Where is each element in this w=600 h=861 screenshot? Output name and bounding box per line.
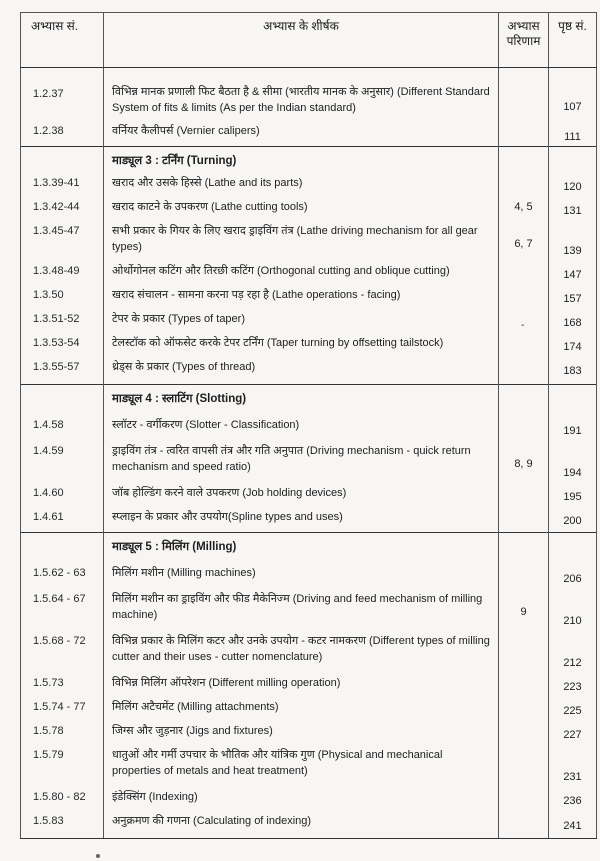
page-number: 225 <box>549 696 597 720</box>
exercise-number: 1.4.61 <box>21 506 104 532</box>
exercise-title: विभिन्न मिलिंग ऑपरेशन (Different milling operation) <box>104 672 499 696</box>
table-row <box>21 630 597 672</box>
exercise-title: विभिन्न मानक प्रणाली फिट बैठता है & सीमा (भारतीय मानक के अनुसार) (Different Standard System of fits & limits (As per the Indian standard) <box>104 68 499 117</box>
exercise-number: 1.3.39-41 <box>21 172 104 196</box>
contents-table <box>20 12 597 839</box>
exercise-title: ड्राइविंग तंत्र - त्वरित वापसी तंत्र और गति अनुपात (Driving mechanism - quick return mechanism and speed ratio) <box>104 440 499 482</box>
exercise-number: 1.5.78 <box>21 720 104 744</box>
exercise-number: 1.4.59 <box>21 440 104 482</box>
exercise-result <box>499 810 549 838</box>
print-speck <box>96 854 100 858</box>
exercise-title: सभी प्रकार के गियर के लिए खराद ड्राइविंग तंत्र (Lathe driving mechanism for all gear types) <box>104 220 499 260</box>
page-number: 241 <box>549 810 597 838</box>
exercise-result <box>499 558 549 588</box>
exercise-number: 1.5.79 <box>21 744 104 786</box>
exercise-result: 6, 7 <box>499 220 549 260</box>
table-row <box>21 506 597 532</box>
module-title: माड्यूल 4 : स्लाटिंग (Slotting) <box>104 384 499 410</box>
table-row <box>21 786 597 810</box>
page-number: 231 <box>549 744 597 786</box>
exercise-number: 1.4.58 <box>21 410 104 440</box>
module-heading-row <box>21 532 597 558</box>
exercise-number: 1.3.51-52 <box>21 308 104 332</box>
exercise-result <box>499 284 549 308</box>
page-number: 236 <box>549 786 597 810</box>
exercise-title: मिलिंग मशीन (Milling machines) <box>104 558 499 588</box>
page-number: 157 <box>549 284 597 308</box>
header-exercise-result: अभ्यास परिणाम <box>499 13 549 68</box>
exercise-title: जॉब होल्डिंग करने वाले उपकरण (Job holding devices) <box>104 482 499 506</box>
page-number: 183 <box>549 356 597 384</box>
page-number: 223 <box>549 672 597 696</box>
module-title: माड्यूल 5 : मिलिंग (Milling) <box>104 532 499 558</box>
exercise-number: 1.2.38 <box>21 116 104 146</box>
exercise-result <box>499 116 549 146</box>
table-row <box>21 410 597 440</box>
page-number: 131 <box>549 196 597 220</box>
header-page-number: पृष्ठ सं. <box>549 13 597 68</box>
exercise-title: धातुओं और गर्मी उपचार के भौतिक और यांत्रिक गुण (Physical and mechanical properties of metals and heat treatment) <box>104 744 499 786</box>
page-number: 147 <box>549 260 597 284</box>
exercise-title: विभिन्न प्रकार के मिलिंग कटर और उनके उपयोग - कटर नामकरण (Different types of milling cutter and their uses - cutter nomenclature) <box>104 630 499 672</box>
exercise-result <box>499 410 549 440</box>
exercise-number: 1.5.62 - 63 <box>21 558 104 588</box>
exercise-number: 1.5.74 - 77 <box>21 696 104 720</box>
table-row <box>21 172 597 196</box>
exercise-result <box>499 260 549 284</box>
exercise-result <box>499 506 549 532</box>
header-exercise-number: अभ्यास सं. <box>21 13 104 68</box>
page-number: 212 <box>549 630 597 672</box>
exercise-number: 1.4.60 <box>21 482 104 506</box>
table-row <box>21 744 597 786</box>
exercise-title: खराद और उसके हिस्से (Lathe and its parts) <box>104 172 499 196</box>
table-header <box>21 13 597 68</box>
exercise-result <box>499 672 549 696</box>
exercise-title: इंडेक्सिंग (Indexing) <box>104 786 499 810</box>
page-number: 194 <box>549 440 597 482</box>
exercise-result <box>499 320 549 356</box>
exercise-result: 8, 9 <box>499 440 549 482</box>
table-row <box>21 332 597 356</box>
exercise-title: जिग्स और जुड़नार (Jigs and fixtures) <box>104 720 499 744</box>
table-row <box>21 220 597 260</box>
table-row <box>21 196 597 220</box>
exercise-title: खराद संचालन - सामना करना पड़ रहा है (Lathe operations - facing) <box>104 284 499 308</box>
page-number: 191 <box>549 410 597 440</box>
page-number: 227 <box>549 720 597 744</box>
page-number: 206 <box>549 558 597 588</box>
exercise-number: 1.5.83 <box>21 810 104 838</box>
exercise-number: 1.5.80 - 82 <box>21 786 104 810</box>
page-number: 111 <box>549 116 597 146</box>
exercise-title: मिलिंग मशीन का ड्राइविंग और फीड मैकेनिज्म (Driving and feed mechanism of milling machine) <box>104 588 499 630</box>
header-exercise-title: अभ्यास के शीर्षक <box>104 13 499 68</box>
page-number: 168 <box>549 308 597 332</box>
exercise-result <box>499 356 549 384</box>
exercise-result <box>499 482 549 506</box>
table-row <box>21 482 597 506</box>
table-row <box>21 260 597 284</box>
exercise-result <box>499 786 549 810</box>
page-number: 139 <box>549 220 597 260</box>
table-row <box>21 588 597 630</box>
page-number: 195 <box>549 482 597 506</box>
exercise-number: 1.5.64 - 67 <box>21 588 104 630</box>
table-row <box>21 284 597 308</box>
exercise-title: वर्नियर कैलीपर्स (Vernier calipers) <box>104 116 499 146</box>
table-row <box>21 440 597 482</box>
table-row <box>21 68 597 117</box>
table-row <box>21 696 597 720</box>
exercise-result <box>499 630 549 672</box>
exercise-title: टेपर के प्रकार (Types of taper) <box>104 308 499 332</box>
page-number: 120 <box>549 172 597 196</box>
table-row <box>21 558 597 588</box>
exercise-title: थ्रेड्स के प्रकार (Types of thread) <box>104 356 499 384</box>
exercise-title: अनुक्रमण की गणना (Calculating of indexing) <box>104 810 499 838</box>
exercise-number: 1.2.37 <box>21 68 104 117</box>
exercise-title: खराद काटने के उपकरण (Lathe cutting tools) <box>104 196 499 220</box>
page-number: 200 <box>549 506 597 532</box>
exercise-number: 1.3.42-44 <box>21 196 104 220</box>
exercise-result <box>499 172 549 196</box>
exercise-title: टेलस्टॉक को ऑफसेट करके टेपर टर्निंग (Taper turning by offsetting tailstock) <box>104 332 499 356</box>
exercise-title: ओर्थोगोनल कटिंग और तिरछी कटिंग (Orthogonal cutting and oblique cutting) <box>104 260 499 284</box>
exercise-number: 1.3.50 <box>21 284 104 308</box>
table-row <box>21 672 597 696</box>
page-number: 210 <box>549 588 597 630</box>
exercise-number: 1.3.55-57 <box>21 356 104 384</box>
table-row <box>21 308 597 332</box>
exercise-result: 9 <box>499 588 549 630</box>
exercise-result: 4, 5 <box>499 196 549 220</box>
exercise-result <box>499 696 549 720</box>
table-row <box>21 720 597 744</box>
exercise-number: 1.3.53-54 <box>21 332 104 356</box>
stray-dash: - <box>521 320 525 331</box>
table-row <box>21 356 597 384</box>
exercise-number: 1.3.45-47 <box>21 220 104 260</box>
exercise-title: मिलिंग अटैचमेंट (Milling attachments) <box>104 696 499 720</box>
exercise-result <box>499 720 549 744</box>
exercise-result <box>499 744 549 786</box>
exercise-number: 1.3.48-49 <box>21 260 104 284</box>
module-heading-row <box>21 384 597 410</box>
module-heading-row <box>21 146 597 172</box>
exercise-result <box>499 68 549 117</box>
table-row <box>21 810 597 838</box>
exercise-title: स्लॉटर - वर्गीकरण (Slotter - Classification) <box>104 410 499 440</box>
exercise-number: 1.5.68 - 72 <box>21 630 104 672</box>
table-row <box>21 116 597 146</box>
page-number: 174 <box>549 332 597 356</box>
module-title: माड्यूल 3 : टर्निंग (Turning) <box>104 146 499 172</box>
page-number: 107 <box>549 68 597 117</box>
exercise-title: स्प्लाइन के प्रकार और उपयोग(Spline types and uses) <box>104 506 499 532</box>
exercise-number: 1.5.73 <box>21 672 104 696</box>
